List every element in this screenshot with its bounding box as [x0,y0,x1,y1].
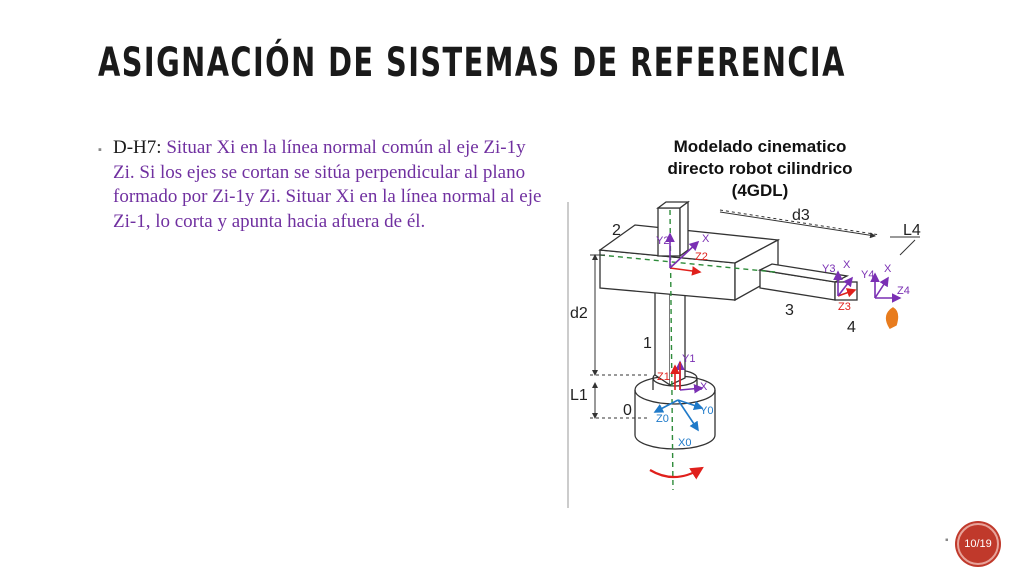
dim-label-d3: d3 [792,207,810,224]
dim-label-d2: d2 [570,305,588,322]
axis-label-z1: Z1 [657,371,670,383]
dim-label-l4: L4 [903,222,921,239]
joint-label-4: 4 [847,319,856,336]
axis-label-z4: Z4 [897,285,910,297]
robot-diagram [560,190,960,510]
axis-label-x0: X0 [678,437,692,449]
axis-label-y0: Y0 [700,405,714,417]
dim-label-l1: L1 [570,387,588,404]
horizontal-box [600,225,778,300]
bullet-lead: D-H7: [113,137,162,158]
axis-label-y4: Y4 [861,269,875,281]
figure-title-line-3: (4GDL) [731,181,789,200]
joint-label-1: 1 [643,335,652,352]
bullet-marker-icon: ▪ [98,144,102,156]
pager-bullet-icon: ▪ [945,535,949,546]
axis-label-x3: X [843,259,851,271]
joint-label-0: 0 [623,402,632,419]
bullet-body: Situar Xi en la línea normal común al eje Zi-1y Zi. Si los ejes se cortan se sitúa perpendicular al plano formado por Zi-1y Zi. Situar Xi en la línea normal al eje Zi-1, lo corta y apunta hacia afuera de él. [113,137,542,232]
axis-label-x1: X [700,381,708,393]
axis-label-x2: X [702,233,710,245]
figure-title-line-2: directo robot cilindrico [667,159,853,178]
page-number-badge: 10/19 [957,523,999,565]
joint-label-3: 3 [785,302,794,319]
axis-label-x4: X [884,263,892,275]
bullet-text [113,136,548,234]
figure-title-line-1: Modelado cinematico [673,137,847,156]
bullet-paragraph [98,136,548,234]
slide-title: ASIGNACIÓN DE SISTEMAS DE REFERENCIA [98,40,846,86]
top-block [658,202,688,256]
joint-label-2: 2 [612,222,621,239]
axis-label-z0: Z0 [656,413,669,425]
base-rotation-icon [650,468,702,477]
axis-label-y1: Y1 [682,353,696,365]
axis-label-z2: Z2 [695,251,708,263]
axis-label-y2: Y2 [656,235,670,247]
axis-label-z3: Z3 [838,301,851,313]
wrist-rotation-icon [887,308,898,328]
axis-label-y3: Y3 [822,263,836,275]
